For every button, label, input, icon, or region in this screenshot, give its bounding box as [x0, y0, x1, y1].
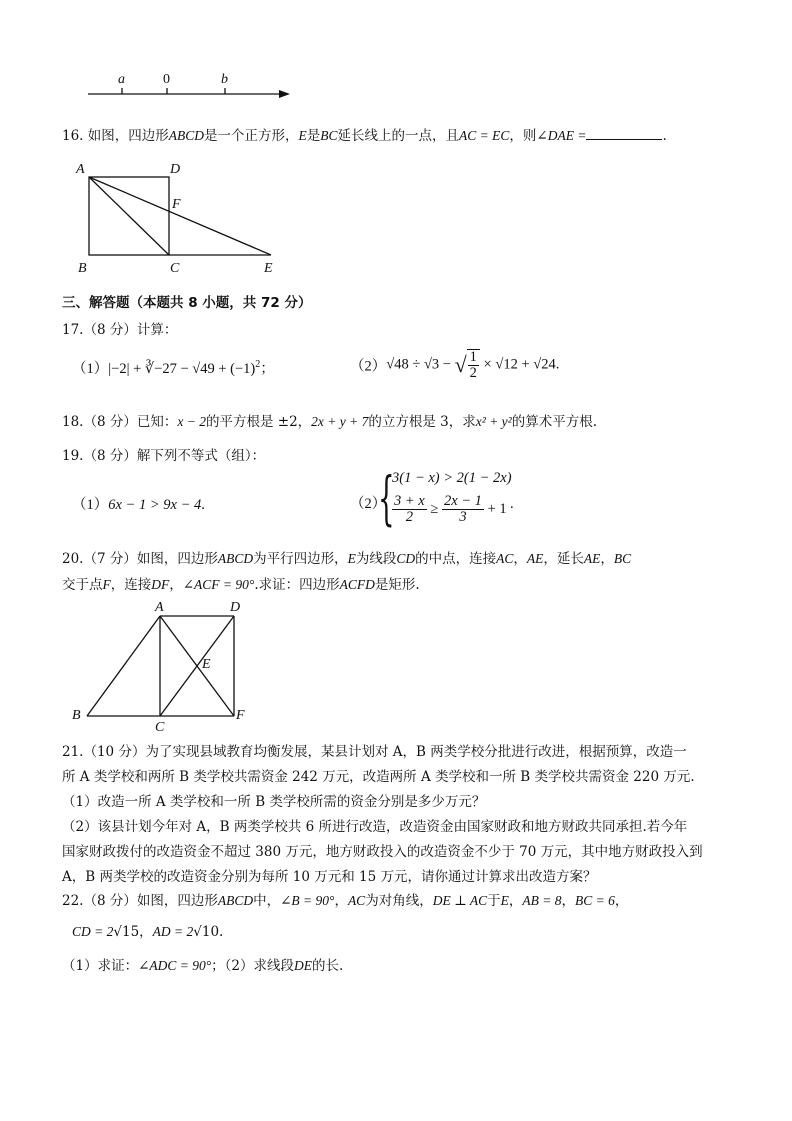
q16-condition: AC = EC: [459, 128, 510, 143]
q17-p1-abs: |−2|: [108, 361, 130, 377]
q20-l1-ae: AE: [526, 551, 544, 566]
q17-p1-end: ；: [260, 361, 275, 377]
q22-l3-c: ；（2）求线段: [211, 958, 295, 974]
q18-mid2: 的立方根是 3，求: [368, 414, 476, 430]
q16-mid1: 是一个正方形，: [204, 128, 299, 144]
q20-l2-acfd: ACFD: [339, 577, 375, 592]
q22-l2-ad: AD = 2: [152, 924, 194, 939]
q17-p1-label: （1）: [72, 361, 109, 377]
q22-l1-i: 于: [487, 893, 501, 909]
q19-p1-end: .: [201, 497, 205, 513]
q20-l2-angle: ∠ACF = 90°: [182, 577, 255, 592]
q16-mid4: ，则: [509, 128, 537, 144]
q19-p1-expr: 6x − 1 > 9x − 4: [108, 497, 202, 513]
q20-l1-abcd: ABCD: [217, 551, 254, 566]
q19-p1-label: （1）: [72, 497, 109, 513]
q22-l1-bc: BC = 6: [575, 893, 615, 908]
q20-l2-e: ，: [169, 577, 183, 593]
q20-l2-g: .求证：四边形: [254, 577, 340, 593]
q20-l1-m: ，: [600, 551, 614, 567]
q16-label-c: C: [170, 261, 180, 276]
q20-l2-f: F: [102, 577, 111, 592]
q20-l1-ac: AC: [496, 551, 514, 566]
q19-p2-frac1-den: 2: [405, 509, 413, 525]
q22-l2-end: .: [219, 924, 224, 940]
q17-p1-sqrt49: √49: [192, 361, 215, 377]
q18-mid1: 的平方根是 ±2，: [205, 414, 312, 430]
q17-part2: [350, 349, 559, 381]
q17-p2-sqrt3: √3: [423, 356, 440, 373]
q20-l2-c: ，连接: [110, 577, 152, 593]
q22-l1-g: 为对角线，: [365, 893, 433, 909]
q22-l1-o: ，: [614, 893, 629, 909]
q20-l1-g: 的中点，连接: [415, 551, 497, 567]
q17-p1-plus: +: [133, 361, 142, 377]
q19-p2-line2: [392, 494, 507, 525]
q22-l3-e: 的长.: [312, 958, 344, 974]
q21-line4: （2）该县计划今年对 A，B 两类学校共 6 所进行改造，改造资金由国家财政和地方财政共同承担.若今年: [62, 819, 688, 835]
q22-l1-k: ，: [508, 893, 523, 909]
q17-p2-frac-num: 1: [469, 349, 477, 365]
q20-label-a: A: [155, 600, 164, 615]
q16-figure: [74, 158, 284, 278]
q22-l1-abcd: ABCD: [217, 893, 254, 908]
q20-figure: [68, 598, 258, 736]
q22-l1-perp: DE ⊥ AC: [432, 893, 488, 908]
q20-l1-k: ，延长: [543, 551, 584, 567]
q20-l1-e: E: [347, 551, 356, 566]
q22-l2-c: ，: [139, 924, 153, 940]
q17-p2-sqrt48: √48: [386, 356, 409, 373]
q16-label-b: B: [78, 261, 87, 276]
q20-l1-c: 为平行四边形，: [253, 551, 348, 567]
q17-p2-label: （2）: [350, 358, 387, 375]
q20-line2: [62, 573, 420, 593]
q17-p2-radical-sign: √: [454, 352, 467, 377]
q16-label-f: F: [172, 197, 181, 212]
q22-l1-ab: AB = 8: [522, 893, 562, 908]
q18-end: 的算术平方根.: [511, 414, 598, 430]
q20-l1-i: ，: [513, 551, 527, 567]
q22-l1-angle-b: ∠B = 90°: [280, 893, 335, 908]
q19-part1: [72, 493, 205, 514]
q22-line1: [62, 889, 628, 909]
q20-l1-e2: 为线段: [355, 551, 397, 567]
q19-p2-frac2: [442, 494, 484, 525]
q16-prefix: 16. 如图，四边形: [62, 128, 169, 144]
q19-p2-frac2-num: 2x − 1: [443, 493, 482, 509]
q18-expr1: x − 2: [177, 414, 206, 429]
q19-p2-line1: 3(1 − x) > 2(1 − 2x): [392, 470, 512, 486]
q20-label-d: D: [230, 600, 241, 615]
q16-label-e: E: [264, 261, 273, 276]
q16-mid2: 是: [306, 128, 321, 144]
q22-l1-a: 22.（8 分）如图，四边形: [62, 893, 218, 909]
q22-line2: [72, 920, 223, 940]
q17-stem: 17.（8 分）计算：: [62, 322, 178, 338]
q16-bc: BC: [320, 128, 338, 143]
q22-l1-c: 中，: [253, 893, 281, 909]
q22-l2-sqrt15: √15: [113, 924, 140, 940]
q16-label-a: A: [76, 162, 85, 177]
q17-p2-minus: −: [442, 356, 451, 373]
q21-line2: 所 A 类学校和两所 B 类学校共需资金 242 万元，改造两所 A 类学校和一所 B 类学校共需资金 220 万元.: [62, 769, 695, 785]
q17-p1-minus: −: [180, 361, 189, 377]
q17-p2-plus: +: [521, 356, 530, 373]
q20-l2-df: DF: [151, 577, 170, 592]
q18-text: [62, 410, 597, 430]
q17-p2-times: ×: [483, 356, 492, 373]
q17-p2-end: .: [555, 356, 560, 373]
q20-l2-i: 是矩形.: [374, 577, 420, 593]
q16-label-d: D: [170, 162, 181, 177]
q22-l1-m: ，: [561, 893, 576, 909]
q16-line-ae: [89, 177, 271, 255]
q20-line-ab: [87, 616, 160, 716]
q19-stem: 19.（8 分）解下列不等式（组）：: [62, 448, 266, 464]
q19-p2-end: .: [510, 496, 514, 512]
q19-p2-frac1-num: 3 + x: [394, 493, 425, 509]
q17-p2-frac: [467, 349, 480, 381]
q16-e: E: [298, 128, 307, 143]
q19-p2-label: （2）: [350, 496, 387, 512]
q16-ask: ∠DAE =: [536, 128, 587, 143]
q18-expr3: x² + y²: [475, 414, 512, 429]
q22-l1-ac: AC: [347, 893, 366, 908]
q20-label-e: E: [202, 657, 211, 672]
q22-l2-sqrt10: √10: [193, 924, 220, 940]
q19-p2-tail: + 1: [487, 501, 507, 517]
q21-line1: 21.（10 分）为了实现县域教育均衡发展，某县计划对 A，B 两类学校分批进行改进，根据预算，改造一: [62, 744, 687, 760]
q17-p1-cbrt: ∛−27: [144, 361, 177, 377]
q20-label-f: F: [236, 708, 245, 723]
q16-line-ac: [89, 177, 169, 255]
q17-p1-pow: + (−1): [218, 361, 256, 377]
q20-l2-a: 交于点: [62, 577, 103, 593]
q17-p2-div: ÷: [412, 356, 421, 373]
q22-l1-e-point: E: [500, 893, 509, 908]
q19-p2-brace: {: [378, 464, 395, 532]
q20-label-b: B: [72, 708, 81, 723]
q20-l1-bc: BC: [613, 551, 632, 566]
q22-l2-cd: CD = 2: [72, 924, 114, 939]
number-line-label-a: a: [118, 72, 125, 87]
q21-line6: A，B 两类学校的改造资金分别为每所 10 万元和 15 万元，请你通过计算求出改造方案？: [62, 869, 597, 885]
q22-l3-angle: ∠ADC = 90°: [138, 958, 212, 973]
q20-label-c: C: [155, 720, 165, 735]
q22-l3-de: DE: [294, 958, 313, 973]
q16-end: .: [662, 128, 667, 144]
q20-l1-a: 20.（7 分）如图，四边形: [62, 551, 218, 567]
q18-prefix: 18.（8 分）已知：: [62, 414, 178, 430]
q17-p2-frac-den: 2: [469, 365, 477, 381]
number-line-label-b: b: [221, 72, 228, 87]
number-line-label-0: 0: [163, 72, 170, 87]
q18-expr2: 2x + y + 7: [311, 414, 369, 429]
q17-p1-exp: 2: [255, 359, 261, 371]
q20-l1-ae2: AE: [583, 551, 601, 566]
q16-mid3: 延长线上的一点，且: [337, 128, 460, 144]
q17-p2-sqrt24: √24: [533, 356, 556, 373]
q21-line3: （1）改造一所 A 类学校和一所 B 类学校所需的资金分别是多少万元？: [62, 794, 486, 810]
q22-l3-a: （1）求证：: [62, 958, 139, 974]
q22-line3: [62, 954, 343, 974]
q22-l1-e: ，: [334, 893, 348, 909]
q21-line5: 国家财政拨付的改造资金不超过 380 万元，地方财政投入的改造资金不少于 70 万元，其中地方财政投入到: [62, 844, 703, 860]
section3-title: 三、解答题（本题共 8 小题，共 72 分）: [62, 295, 312, 311]
q20-line1: [62, 547, 631, 567]
q19-p2-frac1: [392, 494, 427, 525]
q16-text: [62, 124, 667, 144]
q19-p2-frac2-den: 3: [459, 509, 467, 525]
number-line-figure: [80, 68, 300, 102]
q17-p2-sqrt12: √12: [495, 356, 518, 373]
q20-l1-cd: CD: [396, 551, 416, 566]
number-line-arrow: [279, 90, 290, 98]
q17-part1: [72, 357, 275, 378]
q19-p2-ge: ≥: [430, 501, 439, 517]
q16-abcd: ABCD: [168, 128, 205, 143]
q16-answer-blank[interactable]: [586, 127, 662, 140]
